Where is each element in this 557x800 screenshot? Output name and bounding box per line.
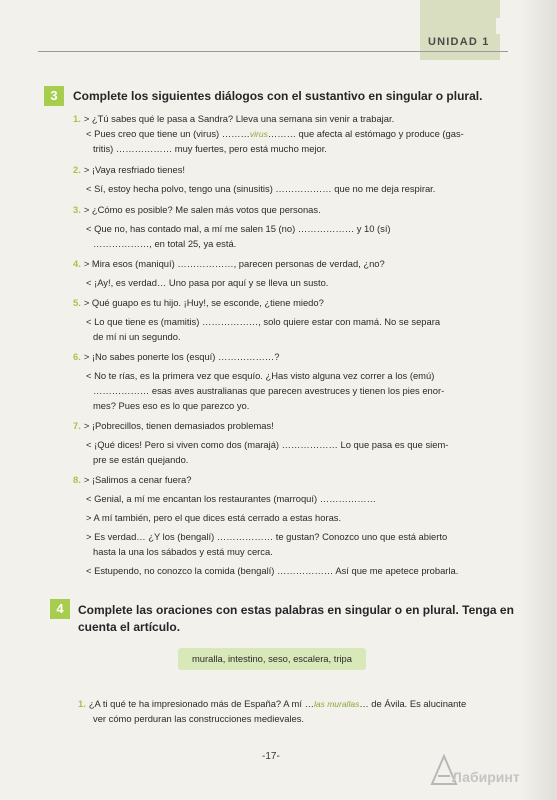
dialogue-line: de mí ni un segundo. [93,331,181,342]
dialogue-line: < Lo que tiene es (mamitis) ………………, solo quiere estar con mamá. No se separa [86,316,441,327]
dialogue-line: ………………, en total 25, ya está. [93,238,237,249]
filled-answer: virus [249,129,268,139]
dialogue-line: < ¡Ay!, es verdad… Uno pasa por aquí y se lleva un susto. [86,277,329,288]
dialogue-line: hasta la una los sábados y está muy cerca. [93,546,273,557]
dialogue-line: > Es verdad… ¿Y los (bengalí) ……………… te gustan? Conozco uno que está abierto [86,531,448,542]
dialogue-line: 8. > ¡Salimos a cenar fuera? [73,474,192,485]
dialogue-line: 4. > Mira esos (maniquí) ………………, parecen personas de verdad, ¿no? [73,258,385,269]
dialogue-line: 7. > ¡Pobrecillos, tienen demasiados problemas! [73,420,274,431]
unit-label: UNIDAD 1 [428,36,490,48]
page-number: -17- [262,751,280,762]
header-divider [38,51,508,52]
labirint-watermark [428,752,538,788]
dialogue-line: < Genial, a mí me encantan los restaurantes (marroquí) ……………… [86,493,376,504]
dialogue-line: tritis) ……………… muy fuertes, pero está mucho mejor. [93,143,327,154]
dialogue-line: pre se están quejando. [93,454,189,465]
watermark-text: Лабиринт [452,769,520,785]
dialogue-line: < ¡Qué dices! Pero si viven como dos (marajá) ……………… Lo que pasa es que siem- [86,439,449,450]
dialogue-line: > A mí también, pero el que dices está cerrado a estas horas. [86,512,342,523]
exercise-4-item: 1. ¿A ti qué te ha impresionado más de España? A mí …las murallas… de Ávila. Es alucinante [78,698,467,709]
dialogue-line: 1. > ¿Tú sabes qué le pasa a Sandra? Lleva una semana sin venir a trabajar. [73,113,395,124]
filled-answer: las murallas [313,699,360,709]
dialogue-line: ……………… esas aves australianas que parecen avestruces y tienen los pies enor- [93,385,445,396]
dialogue-line: < Sí, estoy hecha polvo, tengo una (sinusitis) ……………… que no me deja respirar. [86,183,436,194]
dialogue-line: mes? Pues eso es lo que parezco yo. [93,400,250,411]
word-bank: muralla, intestino, seso, escalera, tripa [178,648,366,670]
dialogue-line: 6. > ¡No sabes ponerte los (esquí) ………………? [73,351,280,362]
dialogue-line: 2. > ¡Vaya resfriado tienes! [73,164,186,175]
dialogue-line: < Pues creo que tiene un (virus) ………virus……… que afecta al estómago y produce (gas- [86,128,464,139]
dialogue-line: 3. > ¿Cómo es posible? Me salen más votos que personas. [73,204,321,215]
exercise-3-title: Complete los siguientes diálogos con el sustantivo en singular o plural. [73,89,483,103]
exercise-4-item-continued: ver cómo perduran las construcciones medievales. [93,713,305,724]
exercise-3-number: 3 [44,86,64,106]
exercise-4-title-line1: Complete las oraciones con estas palabras en singular o en plural. Tenga en [78,603,514,617]
dialogue-line: < Que no, has contado mal, a mí me salen 15 (no) ……………… y 10 (sí) [86,223,391,234]
exercise-4-title-line2: cuenta el artículo. [78,620,181,634]
dialogue-line: < Estupendo, no conozco la comida (bengalí) ……………… Así que me apetece probarla. [86,565,459,576]
dialogue-line: 5. > Qué guapo es tu hijo. ¡Huy!, se esconde, ¿tiene miedo? [73,297,324,308]
dialogue-line: < No te rías, es la primera vez que esquío. ¿Has visto alguna vez correr a los (emú) [86,370,435,381]
exercise-4-number: 4 [50,599,70,619]
